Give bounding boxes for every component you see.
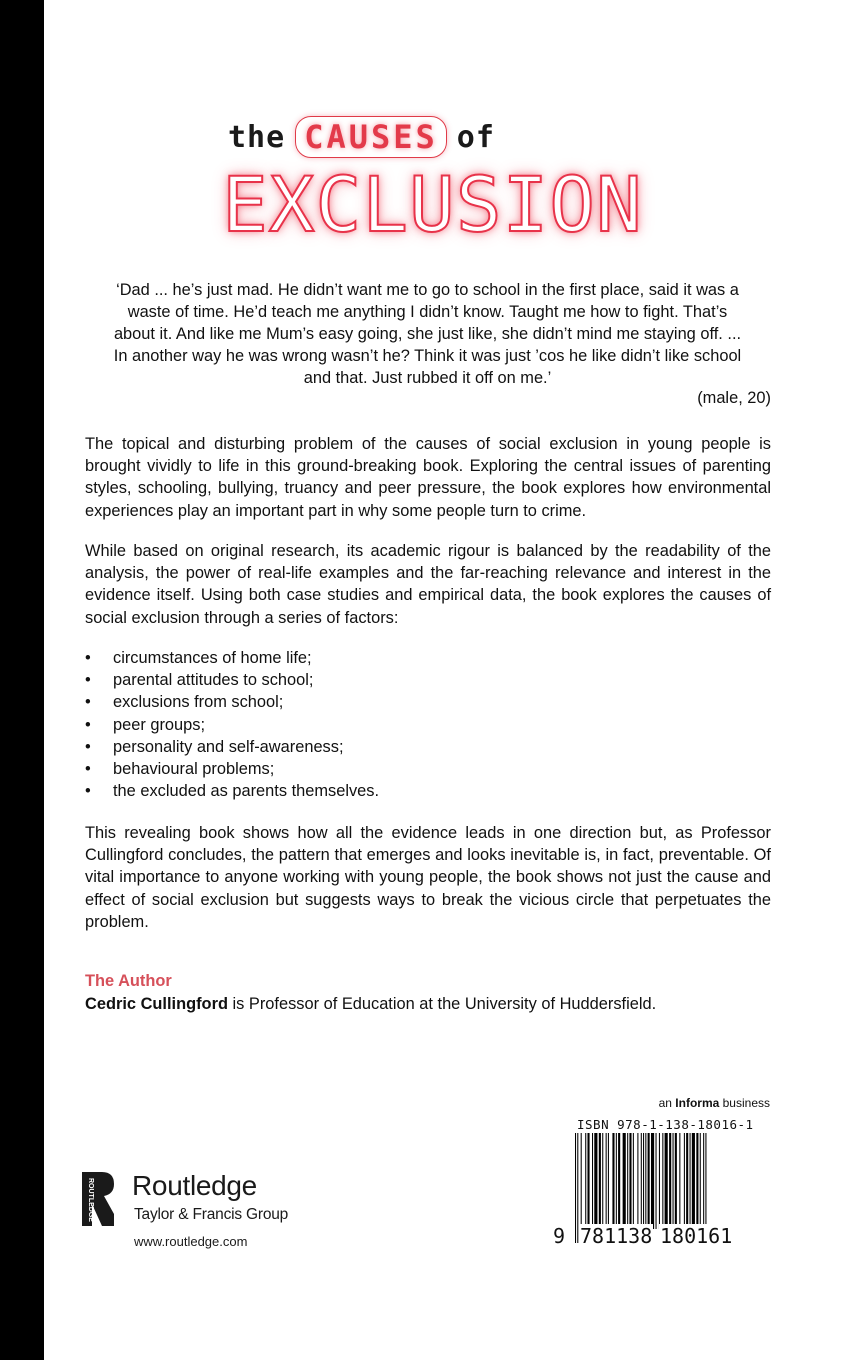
barcode-bar bbox=[592, 1133, 593, 1229]
bullet-icon: • bbox=[85, 737, 91, 756]
isbn-label: ISBN 978-1-138-18016-1 bbox=[577, 1117, 754, 1132]
barcode-bar bbox=[703, 1133, 704, 1229]
title-top-line bbox=[228, 112, 495, 162]
barcode-bar bbox=[637, 1133, 638, 1229]
barcode-bar bbox=[627, 1133, 628, 1229]
barcode-bar bbox=[684, 1133, 685, 1229]
barcode-bar bbox=[575, 1133, 576, 1243]
barcode-bar bbox=[679, 1133, 680, 1229]
routledge-logo-icon bbox=[80, 1170, 116, 1228]
title-word-causes: CAUSES bbox=[304, 118, 438, 156]
barcode-bar bbox=[690, 1133, 691, 1229]
list-item: • circumstances of home life; bbox=[85, 647, 771, 669]
bullet-icon: • bbox=[85, 693, 91, 712]
bullet-icon: • bbox=[85, 760, 91, 779]
routledge-logo-text: ROUTLEDGE bbox=[87, 1178, 94, 1222]
barcode-bar bbox=[656, 1133, 657, 1229]
barcode-bar bbox=[648, 1133, 650, 1229]
opening-quote: ‘Dad ... he’s just mad. He didn’t want me to go to school in the first place, said it was a waste of time. He’d teach me anything I didn’t know. Taught me how to fight. That’s about it. And like me Mum’s easy going, she just like, she didn’t mind me staying off. ... In another way he was wrong wasn’t he? Think it was just ’cos he like didn’t like school and that. Just rubbed it off on me.’ bbox=[113, 281, 742, 387]
bullet-icon: • bbox=[85, 715, 91, 734]
barcode-bar bbox=[585, 1133, 586, 1229]
barcode-bar bbox=[633, 1133, 634, 1229]
book-spine-edge bbox=[0, 0, 44, 1360]
informa-business-tagline: an Informa business bbox=[658, 1096, 770, 1110]
bullet-icon: • bbox=[85, 782, 91, 801]
barcode-bar bbox=[587, 1133, 589, 1229]
barcode-bar bbox=[623, 1133, 626, 1229]
list-item: • behavioural problems; bbox=[85, 758, 771, 780]
list-item: • exclusions from school; bbox=[85, 691, 771, 713]
title-word-the: the bbox=[228, 119, 286, 155]
blurb-paragraph-1: The topical and disturbing problem of the causes of social exclusion in young people is brought vividly to life in this ground-breaking book. Exploring the central issues of parenting styles, schooling, bullying, truancy and peer pressure, the book explores how environmental experiences play an important part in why some people turn to crime. bbox=[85, 435, 771, 520]
author-bio bbox=[85, 995, 656, 1014]
barcode-bar bbox=[692, 1133, 695, 1229]
barcode-digits-group-1: 781138 bbox=[580, 1224, 653, 1248]
quote-attribution: (male, 20) bbox=[697, 389, 771, 407]
barcode-bar bbox=[669, 1133, 671, 1229]
barcode-bar bbox=[700, 1133, 701, 1229]
barcode-bar bbox=[618, 1133, 620, 1229]
barcode-bar bbox=[629, 1133, 631, 1229]
barcode-bar bbox=[594, 1133, 597, 1229]
barcode-bar bbox=[659, 1133, 660, 1229]
list-item: • the excluded as parents themselves. bbox=[85, 780, 771, 802]
barcode-bar bbox=[616, 1133, 617, 1229]
barcode-digits-group-2: 180161 bbox=[660, 1224, 733, 1248]
barcode-bar bbox=[651, 1133, 654, 1229]
bullet-icon: • bbox=[85, 671, 91, 690]
title-word-exclusion: EXCLUSION bbox=[222, 160, 643, 249]
barcode-bar bbox=[606, 1133, 607, 1229]
list-item: • personality and self-awareness; bbox=[85, 736, 771, 758]
title-bottom-line bbox=[222, 160, 643, 249]
barcode-bar bbox=[675, 1133, 677, 1229]
barcode-bar bbox=[696, 1133, 698, 1229]
barcode-bar bbox=[673, 1133, 674, 1229]
barcode-bar bbox=[612, 1133, 614, 1229]
barcode-digit-first: 9 bbox=[553, 1224, 566, 1248]
barcode-bar bbox=[581, 1133, 582, 1229]
author-heading: The Author bbox=[85, 972, 172, 990]
list-item: • parental attitudes to school; bbox=[85, 669, 771, 691]
publisher-group: Taylor & Francis Group bbox=[134, 1206, 289, 1223]
barcode-bar bbox=[665, 1133, 668, 1229]
title-causes-badge bbox=[295, 116, 447, 158]
author-bio-text: is Professor of Education at the University of Huddersfield. bbox=[227, 995, 657, 1013]
title-word-of: of bbox=[456, 119, 495, 155]
blurb-paragraph-3: This revealing book shows how all the evidence leads in one direction but, as Professor Cullingford concludes, the pattern that emerges and looks inevitable is, in fact, preventable. Of vital importance to anyone working with young people, the book shows not just the cause and effect of social exclusion but suggests ways to break the vicious circle that perpetuates the problem. bbox=[85, 824, 771, 931]
publisher-name: Routledge bbox=[132, 1170, 257, 1201]
barcode-bar bbox=[599, 1133, 601, 1229]
barcode-bar bbox=[602, 1133, 603, 1229]
barcode-bar bbox=[608, 1133, 609, 1229]
barcode-bar bbox=[662, 1133, 663, 1229]
author-name: Cedric Cullingford bbox=[85, 995, 228, 1013]
publisher-url[interactable]: www.routledge.com bbox=[134, 1234, 248, 1249]
barcode-bar bbox=[686, 1133, 688, 1229]
bullet-icon: • bbox=[85, 649, 91, 667]
barcode-bar bbox=[641, 1133, 642, 1229]
factors-list bbox=[85, 647, 771, 802]
list-item: • peer groups; bbox=[85, 714, 771, 736]
blurb-paragraph-2: While based on original research, its academic rigour is balanced by the readability of the analysis, the power of real-life examples and the far-reaching relevance and interest in the evidence itself. Using both case studies and empirical data, the book explores the causes of social exclusion through a series of factors: bbox=[85, 542, 771, 627]
